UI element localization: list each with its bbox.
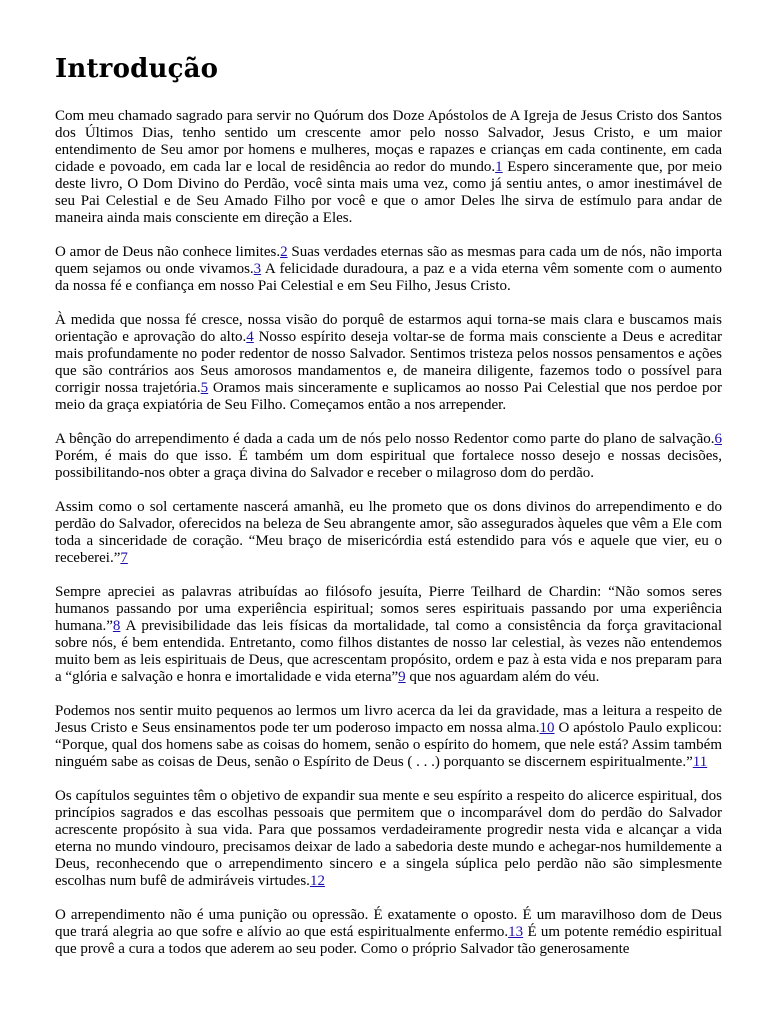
document-body bbox=[55, 108, 722, 958]
paragraph-text: que nos aguardam além do véu. bbox=[405, 669, 600, 685]
body-paragraph bbox=[55, 584, 722, 686]
footnote-link[interactable]: 2 bbox=[280, 244, 288, 260]
footnote-link[interactable]: 13 bbox=[508, 924, 524, 940]
footnote-link[interactable]: 6 bbox=[714, 431, 722, 447]
body-paragraph bbox=[55, 244, 722, 295]
footnote-link[interactable]: 11 bbox=[692, 754, 708, 770]
body-paragraph bbox=[55, 907, 722, 958]
paragraph-text: Os capítulos seguintes têm o objetivo de expandir sua mente e seu espírito a respeito do alicerce espiritual, dos princípios sagrados e das escolhas pessoais que permitem que o incomparável dom do perdão do Salvador acrescente propósito à sua vida. Para que possamos verdadeiramente progredir nesta vida e alcançar a vida eterna no mundo vindouro, precisamos deixar de lado a sabedoria deste mundo e achegar-nos humildemente a Deus, reconhecendo que o arrependimento sincero e a singela súplica pelo perdão não são simplesmente escolhas num bufê de admiráveis virtudes. bbox=[55, 788, 722, 889]
paragraph-text: Suas verdades eternas são as mesmas para cada um de nós, não importa quem sejamos ou onde vivamos. bbox=[55, 244, 722, 277]
paragraph-text: O arrependimento não é uma punição ou opressão. É exatamente o oposto. É um maravilhoso dom de Deus que trará alegria ao que sofre e alívio ao que está espiritualmente enfermo. bbox=[55, 907, 722, 940]
footnote-link[interactable]: 12 bbox=[309, 873, 325, 889]
body-paragraph bbox=[55, 108, 722, 227]
footnote-link[interactable]: 4 bbox=[246, 329, 254, 345]
paragraph-text: A bênção do arrependimento é dada a cada um de nós pelo nosso Redentor como parte do plano de salvação. bbox=[55, 431, 715, 447]
footnote-link[interactable]: 8 bbox=[112, 618, 121, 634]
paragraph-text: A previsibilidade das leis físicas da mortalidade, tal como a consistência da força gravitacional sobre nós, é bem entendida. Entretanto, como filhos distantes de nosso lar celestial, às vezes não entendemos muito bem as leis espirituais de Deus, que acrescentam propósito, ordem e paz à esta vida e nos preparam para a “glória e salvação e honra e imortalidade e vida eterna” bbox=[55, 618, 722, 685]
paragraph-text: O amor de Deus não conhece limites. bbox=[55, 244, 281, 260]
paragraph-text: É um potente remédio espiritual que provê a cura a todos que aderem ao seu poder. Como o próprio Salvador tão generosamente bbox=[55, 924, 722, 957]
paragraph-text: Porém, é mais do que isso. É também um dom espiritual que fortalece nosso desejo e nossas decisões, possibilitando-nos obter a graça divina do Salvador e receber o milagroso dom do perdão. bbox=[55, 448, 722, 481]
footnote-link[interactable]: 1 bbox=[495, 159, 503, 175]
footnote-link[interactable]: 9 bbox=[398, 669, 406, 685]
paragraph-text: À medida que nossa fé cresce, nossa visão do porquê de estarmos aqui torna-se mais clara e buscamos mais orientação e aprovação do alto. bbox=[55, 312, 722, 345]
footnote-link[interactable]: 5 bbox=[200, 380, 209, 396]
body-paragraph bbox=[55, 312, 722, 414]
paragraph-text: A felicidade duradoura, a paz e a vida eterna vêm somente com o aumento da nossa fé e confiança em nosso Pai Celestial e em Seu Filho, Jesus Cristo. bbox=[55, 261, 722, 294]
paragraph-text: Com meu chamado sagrado para servir no Quórum dos Doze Apóstolos de A Igreja de Jesus Cristo dos Santos dos Últimos Dias, tenho sentido um crescente amor pelo nosso Salvador, Jesus Cristo, e um maior entendimento de Seu amor por homens e mulheres, moças e rapazes e crianças em cada continente, em cada cidade e povoado, em cada lar e local de residência ao redor do mundo. bbox=[55, 108, 722, 175]
paragraph-text: Podemos nos sentir muito pequenos ao lermos um livro acerca da lei da gravidade, mas a leitura a respeito de Jesus Cristo e Seus ensinamentos pode ter um poderoso impacto em nossa alma. bbox=[55, 703, 722, 736]
body-paragraph bbox=[55, 431, 722, 482]
body-paragraph bbox=[55, 499, 722, 567]
page-title: Introdução bbox=[55, 54, 219, 84]
paragraph-text: Nosso espírito deseja voltar-se de forma mais consciente a Deus e acreditar mais profundamente no poder redentor de nosso Salvador. Sentimos tristeza pelos nossos pensamentos e ações que são contrários aos Seus amorosos mandamentos e, de maneira diligente, fazemos todo o possível para corrigir nossa trajetória. bbox=[55, 329, 722, 396]
footnote-link[interactable]: 7 bbox=[120, 550, 128, 566]
body-paragraph bbox=[55, 788, 722, 890]
footnote-link[interactable]: 10 bbox=[539, 720, 555, 736]
paragraph-text: Espero sinceramente que, por meio deste livro, O Dom Divino do Perdão, você sinta mais uma vez, como já sentiu antes, o amor inestimável de seu Pai Celestial e de Seu Amado Filho por você e que o amor Deles lhe sirva de estímulo para andar de maneira ainda mais consciente em direção a Eles. bbox=[55, 159, 723, 226]
footnote-link[interactable]: 3 bbox=[253, 261, 262, 277]
paragraph-text: Oramos mais sinceramente e suplicamos ao nosso Pai Celestial que nos perdoe por meio da graça expiatória de Seu Filho. Começamos então a nos arrepender. bbox=[55, 380, 722, 413]
paragraph-text: Sempre apreciei as palavras atribuídas ao filósofo jesuíta, Pierre Teilhard de Chardin: “Não somos seres humanos passando por uma experiência espiritual; somos seres espirituais passando por uma experiência humana.” bbox=[55, 584, 722, 634]
paragraph-text: Assim como o sol certamente nascerá amanhã, eu lhe prometo que os dons divinos do arrependimento e do perdão do Salvador, oferecidos na beleza de Seu abrangente amor, são assegurados àqueles que vêm a Ele com toda a sinceridade de coração. “Meu braço de misericórdia está estendido para vós e aquele que vier, eu o receberei.” bbox=[55, 499, 722, 566]
paragraph-text: O apóstolo Paulo explicou: “Porque, qual dos homens sabe as coisas do homem, senão o espírito do homem, que nele está? Assim também ninguém sabe as coisas de Deus, senão o Espírito de Deus ( . . .) porquanto se discernem espiritualmente.” bbox=[55, 720, 722, 770]
body-paragraph bbox=[55, 703, 722, 771]
